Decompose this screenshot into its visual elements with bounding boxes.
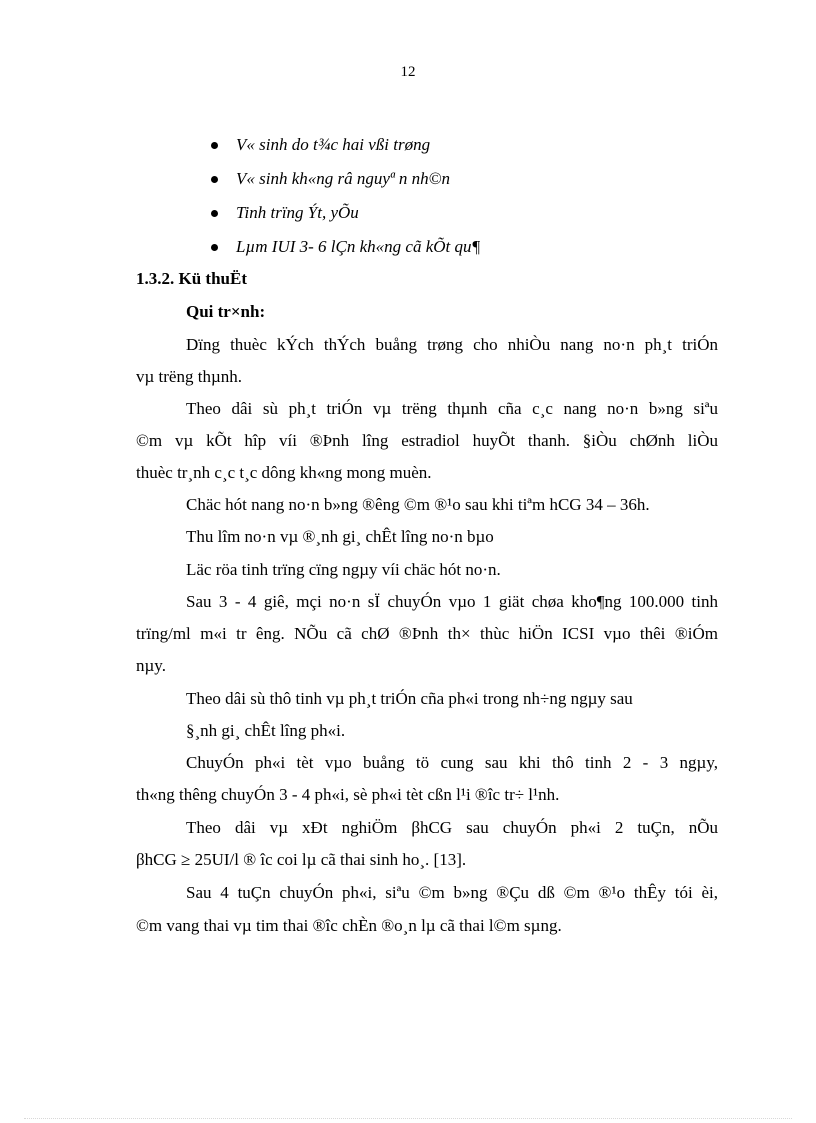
paragraph-line: Läc röa tinh trïng cïng ngµy víi chäc hót no·n. [186, 560, 501, 579]
paragraph-line: trïng/ml m«i tr êng. NÕu cã chØ ®Þnh th× thùc hiÖn ICSI vµo thêi ®iÓm [136, 624, 718, 643]
paragraph-line: th«ng thêng chuyÓn 3 - 4 ph«i, sè ph«i tèt cßn l¹i ®îc tr÷ l¹nh. [136, 785, 560, 804]
list-item [0, 132, 816, 166]
paragraph-line: thuèc tr¸nh c¸c t¸c dông kh«ng mong muèn. [136, 463, 432, 482]
list-item [0, 234, 816, 268]
list-item [0, 166, 816, 200]
paragraph-line: Chäc hót nang no·n b»ng ®êng ©m ®¹o sau khi tiªm hCG 34 – 36h. [186, 495, 650, 514]
paragraph-line: βhCG ≥ 25UI/l ® îc coi lµ cã thai sinh ho¸. [13]. [136, 850, 467, 869]
bullet-icon [211, 176, 218, 183]
bullet-icon [211, 142, 218, 149]
paragraph-line: ChuyÓn ph«i tèt vµo buång tö cung sau khi thô tinh 2 - 3 ngµy, [186, 753, 718, 772]
procedure-heading: Qui tr×nh: [186, 302, 266, 321]
page-edge-divider [24, 1118, 792, 1119]
paragraph-line: Sau 4 tuÇn chuyÓn ph«i, siªu ©m b»ng ®Çu dß ©m ®¹o thÊy tói èi, [186, 883, 718, 902]
paragraph-line: Thu lîm no·n vµ ®¸nh gi¸ chÊt lîng no·n bµo [186, 527, 494, 546]
paragraph-line: §¸nh gi¸ chÊt lîng ph«i. [186, 721, 346, 740]
paragraph-line: vµ trëng thµnh. [136, 367, 242, 386]
list-item-text: Lµm IUI 3- 6 lÇn kh«ng cã kÕt qu¶ [236, 237, 481, 256]
paragraph-line: Dïng thuèc kÝch thÝch buång trøng cho nhiÒu nang no·n ph¸t triÓn [186, 335, 718, 354]
list-item [0, 200, 816, 234]
paragraph-line: Theo dâi sù thô tinh vµ ph¸t triÓn cña ph«i trong nh÷ng ngµy sau [186, 689, 633, 708]
paragraph-line: Sau 3 - 4 giê, mçi no·n sÏ chuyÓn vµo 1 giät chøa kho¶ng 100.000 tinh [186, 592, 718, 611]
bullet-icon [211, 244, 218, 251]
bullet-icon [211, 210, 218, 217]
list-item-text: Tinh trïng Ýt, yÕu [236, 203, 359, 222]
paragraph-line: ©m vµ kÕt hîp víi ®Þnh lîng estradiol huyÕt thanh. §iÒu chØnh liÒu [136, 431, 718, 450]
list-item-text: V« sinh do t¾c hai vßi trøng [236, 135, 431, 154]
page-number: 12 [400, 64, 416, 80]
paragraph-line: Theo dâi sù ph¸t triÓn vµ trëng thµnh cña c¸c nang no·n b»ng siªu [186, 399, 718, 418]
section-heading: 1.3.2. Kü thuËt [136, 269, 247, 288]
list-item-text: V« sinh kh«ng râ nguyª n nh©n [236, 169, 451, 188]
indication-list [0, 132, 816, 268]
paragraph-line: Theo dâi vµ xÐt nghiÖm βhCG sau chuyÓn ph«i 2 tuÇn, nÕu [186, 818, 718, 837]
paragraph-line: ©m vang thai vµ tim thai ®îc chÈn ®o¸n lµ cã thai l©m sµng. [136, 916, 562, 935]
paragraph-line: nµy. [136, 656, 166, 675]
